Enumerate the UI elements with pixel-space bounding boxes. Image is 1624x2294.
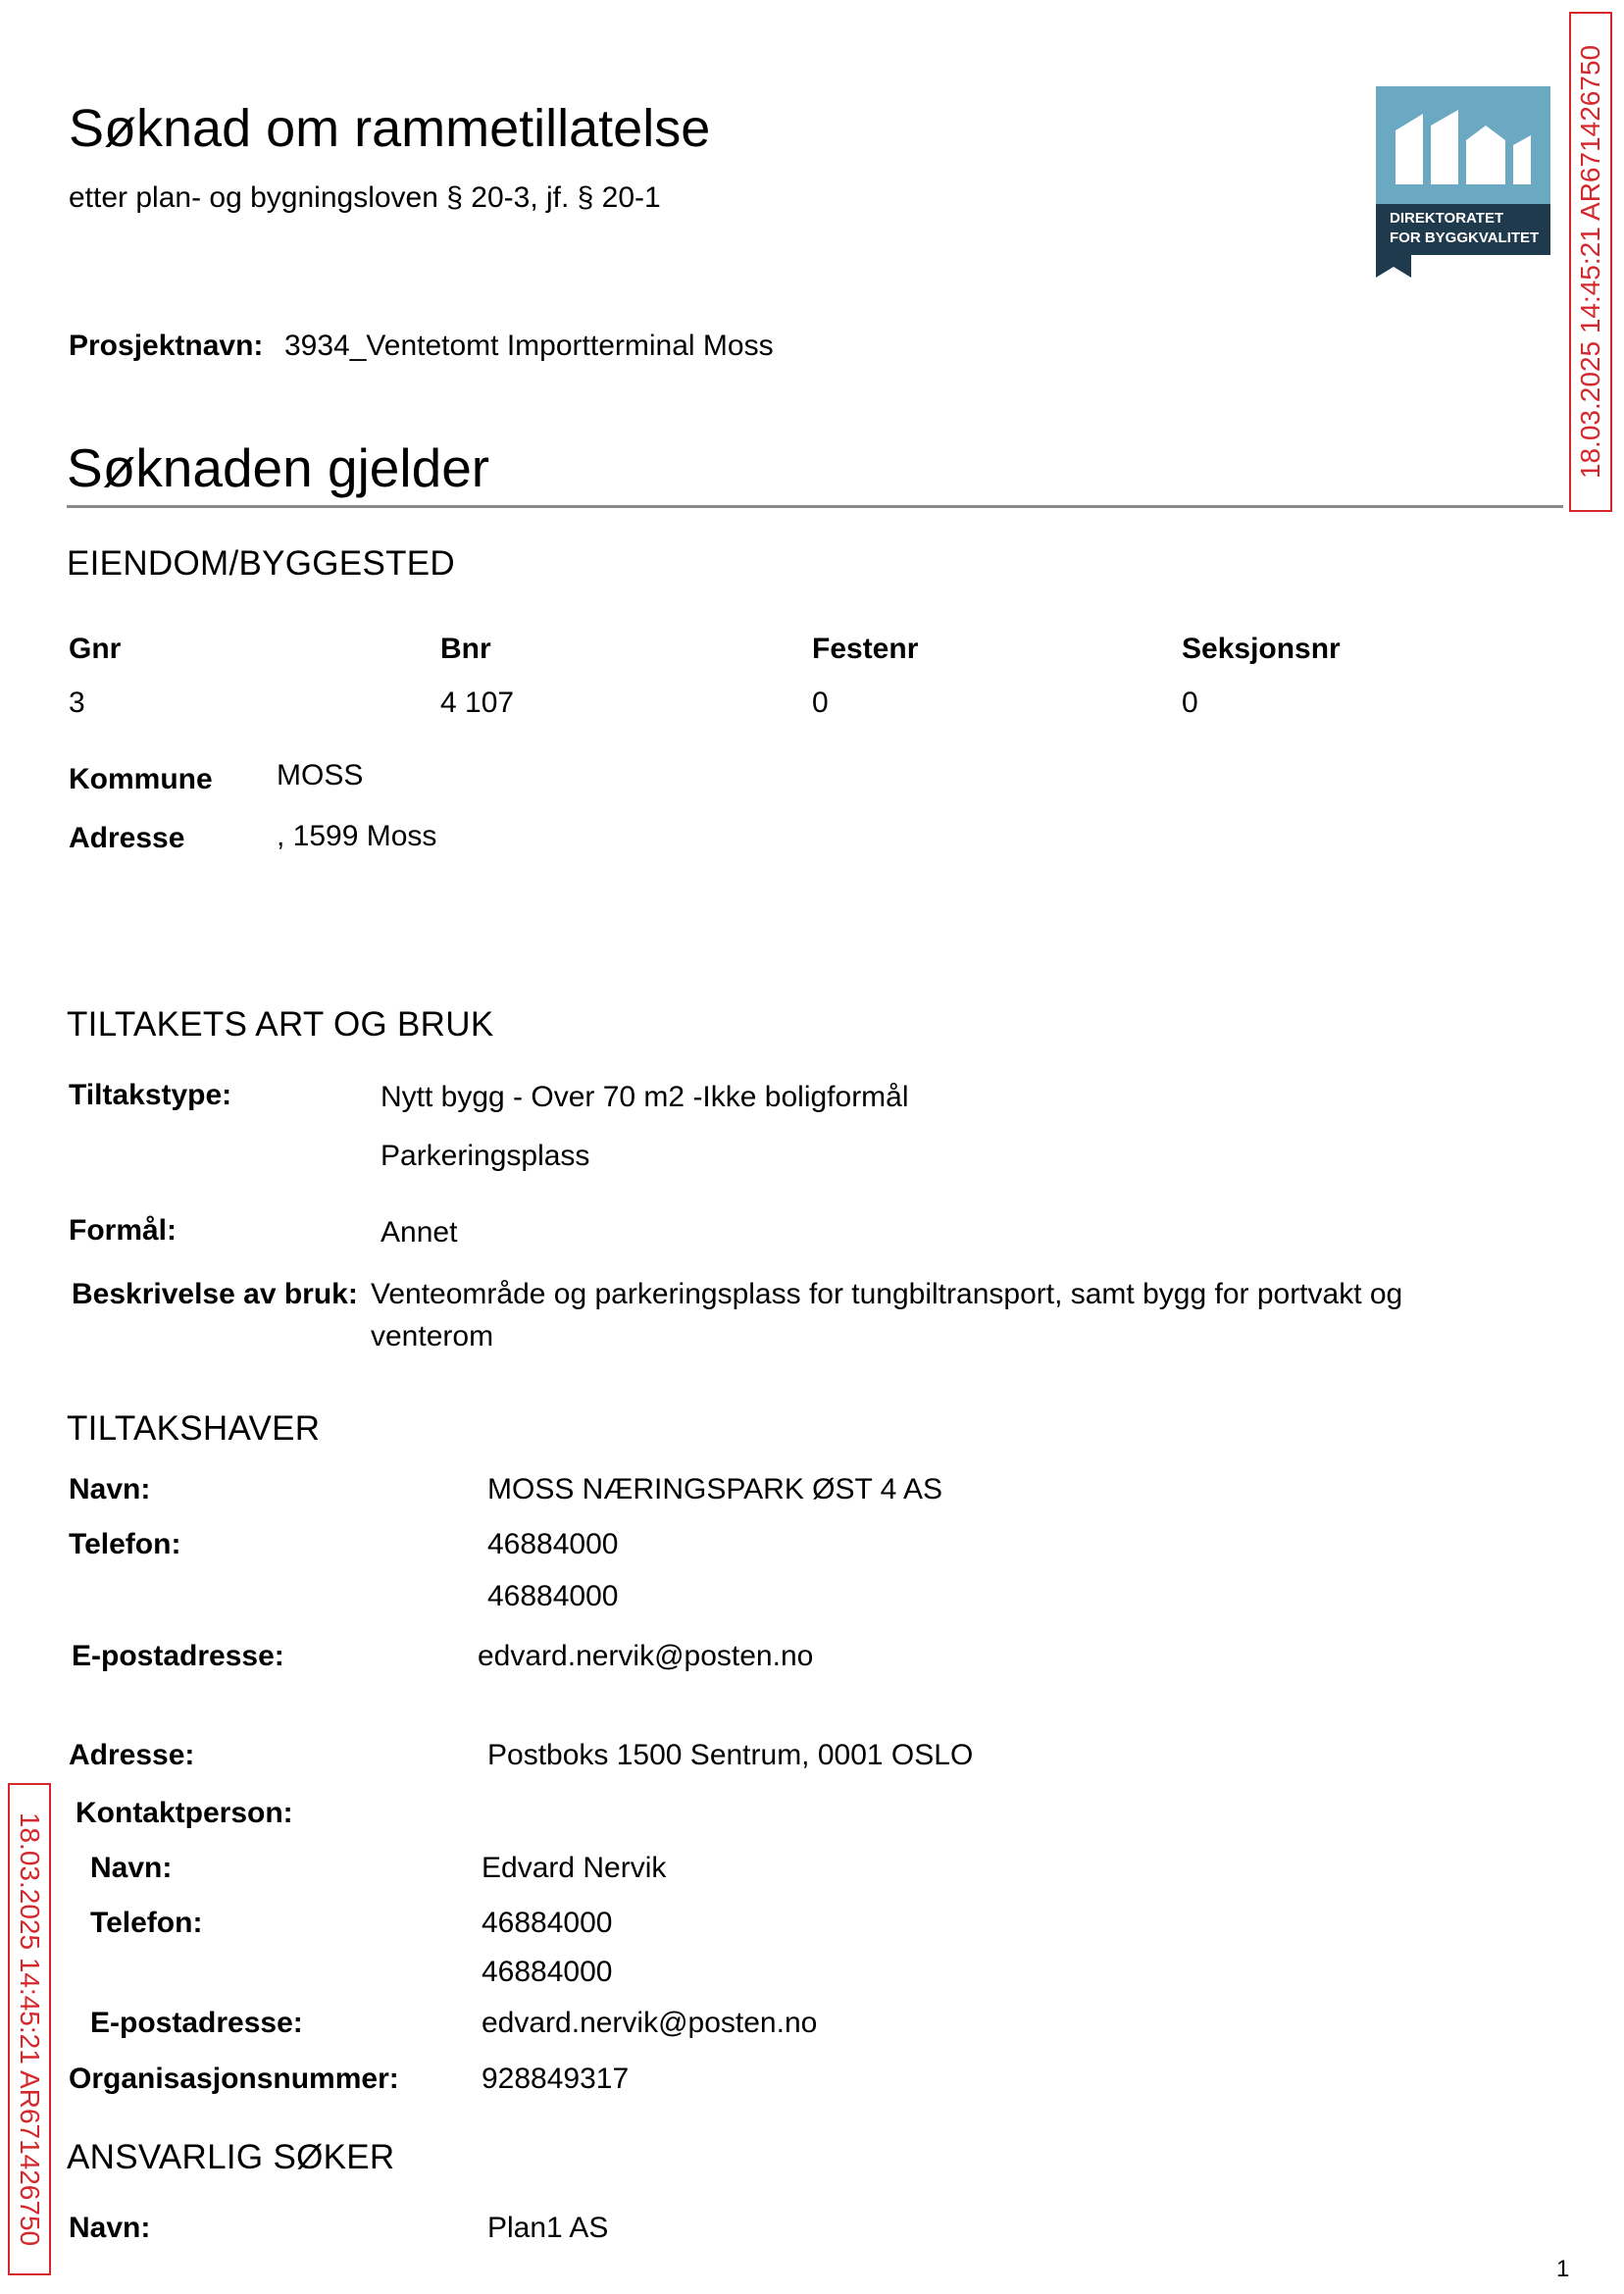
kp-telefon-value-1: 46884000 — [482, 1907, 613, 1939]
tiltak-heading: TILTAKETS ART OG BRUK — [67, 1005, 494, 1044]
bnr-value: 4 107 — [440, 687, 515, 719]
kp-telefon-value-2: 46884000 — [482, 1956, 613, 1988]
logo-text-line2: FOR BYGGKVALITET — [1390, 229, 1540, 246]
timestamp-stamp-top — [1569, 12, 1612, 512]
adresse-label: Adresse — [69, 822, 185, 854]
page-subtitle: etter plan- og bygningsloven § 20-3, jf. § 20-1 — [69, 181, 661, 214]
adresse-value: , 1599 Moss — [277, 820, 437, 852]
logo-text-line1: DIREKTORATET — [1390, 210, 1504, 227]
th-adresse-value: Postboks 1500 Sentrum, 0001 OSLO — [487, 1739, 974, 1771]
tiltakstype-value-1: Nytt bygg - Over 70 m2 -Ikke boligformål — [381, 1081, 909, 1113]
as-navn-value: Plan1 AS — [487, 2212, 609, 2244]
gnr-label: Gnr — [69, 633, 122, 665]
bnr-label: Bnr — [440, 633, 491, 665]
th-telefon-label: Telefon: — [69, 1528, 181, 1560]
th-adresse-label: Adresse: — [69, 1739, 195, 1771]
page-title: Søknad om rammetillatelse — [69, 99, 711, 158]
th-telefon-value-2: 46884000 — [487, 1580, 619, 1612]
kp-navn-label: Navn: — [90, 1852, 173, 1884]
th-navn-label: Navn: — [69, 1473, 151, 1505]
project-label: Prosjektnavn: — [69, 330, 264, 362]
tiltakstype-label: Tiltakstype: — [69, 1079, 232, 1111]
kp-navn-value: Edvard Nervik — [482, 1852, 667, 1884]
stamp-text: 18.03.2025 14:45:21 AR671426750 — [1575, 44, 1605, 480]
dibk-logo — [1376, 86, 1550, 278]
festenr-label: Festenr — [812, 633, 919, 665]
ansvarlig-heading: ANSVARLIG SØKER — [67, 2138, 395, 2176]
gnr-value: 3 — [69, 687, 85, 719]
formal-label: Formål: — [69, 1214, 178, 1247]
project-value: 3934_Ventetomt Importterminal Moss — [284, 330, 774, 362]
tiltakshaver-heading: TILTAKSHAVER — [67, 1409, 321, 1448]
property-heading: EIENDOM/BYGGESTED — [67, 544, 455, 583]
seksjonsnr-value: 0 — [1182, 687, 1198, 719]
stamp-text-left: 18.03.2025 14:45:21 AR671426750 — [15, 1811, 45, 2247]
festenr-value: 0 — [812, 687, 829, 719]
org-value: 928849317 — [482, 2063, 630, 2095]
bruk-value-line1: Venteområde og parkeringsplass for tungbiltransport, samt bygg for portvakt og — [371, 1278, 1403, 1310]
kontaktperson-label: Kontaktperson: — [76, 1797, 293, 1829]
th-navn-value: MOSS NÆRINGSPARK ØST 4 AS — [487, 1473, 943, 1505]
bruk-value-line2: venterom — [371, 1320, 494, 1352]
kp-epost-label: E-postadresse: — [90, 2007, 303, 2039]
tiltakstype-value-2: Parkeringsplass — [381, 1140, 590, 1172]
seksjonsnr-label: Seksjonsnr — [1182, 633, 1341, 665]
kp-telefon-label: Telefon: — [90, 1907, 203, 1939]
org-label: Organisasjonsnummer: — [69, 2063, 399, 2095]
th-epost-value: edvard.nervik@posten.no — [478, 1640, 814, 1672]
formal-value: Annet — [381, 1216, 458, 1249]
section-divider — [67, 505, 1563, 508]
building-logo-icon — [1376, 86, 1550, 278]
kp-epost-value: edvard.nervik@posten.no — [482, 2007, 818, 2039]
th-epost-label: E-postadresse: — [72, 1640, 284, 1672]
page-number: 1 — [1556, 2256, 1570, 2282]
section-title: Søknaden gjelder — [67, 437, 490, 498]
timestamp-stamp-left — [8, 1783, 51, 2275]
th-telefon-value-1: 46884000 — [487, 1528, 619, 1560]
bruk-label: Beskrivelse av bruk: — [72, 1278, 358, 1310]
as-navn-label: Navn: — [69, 2212, 151, 2244]
kommune-label: Kommune — [69, 763, 213, 795]
kommune-value: MOSS — [277, 759, 364, 791]
